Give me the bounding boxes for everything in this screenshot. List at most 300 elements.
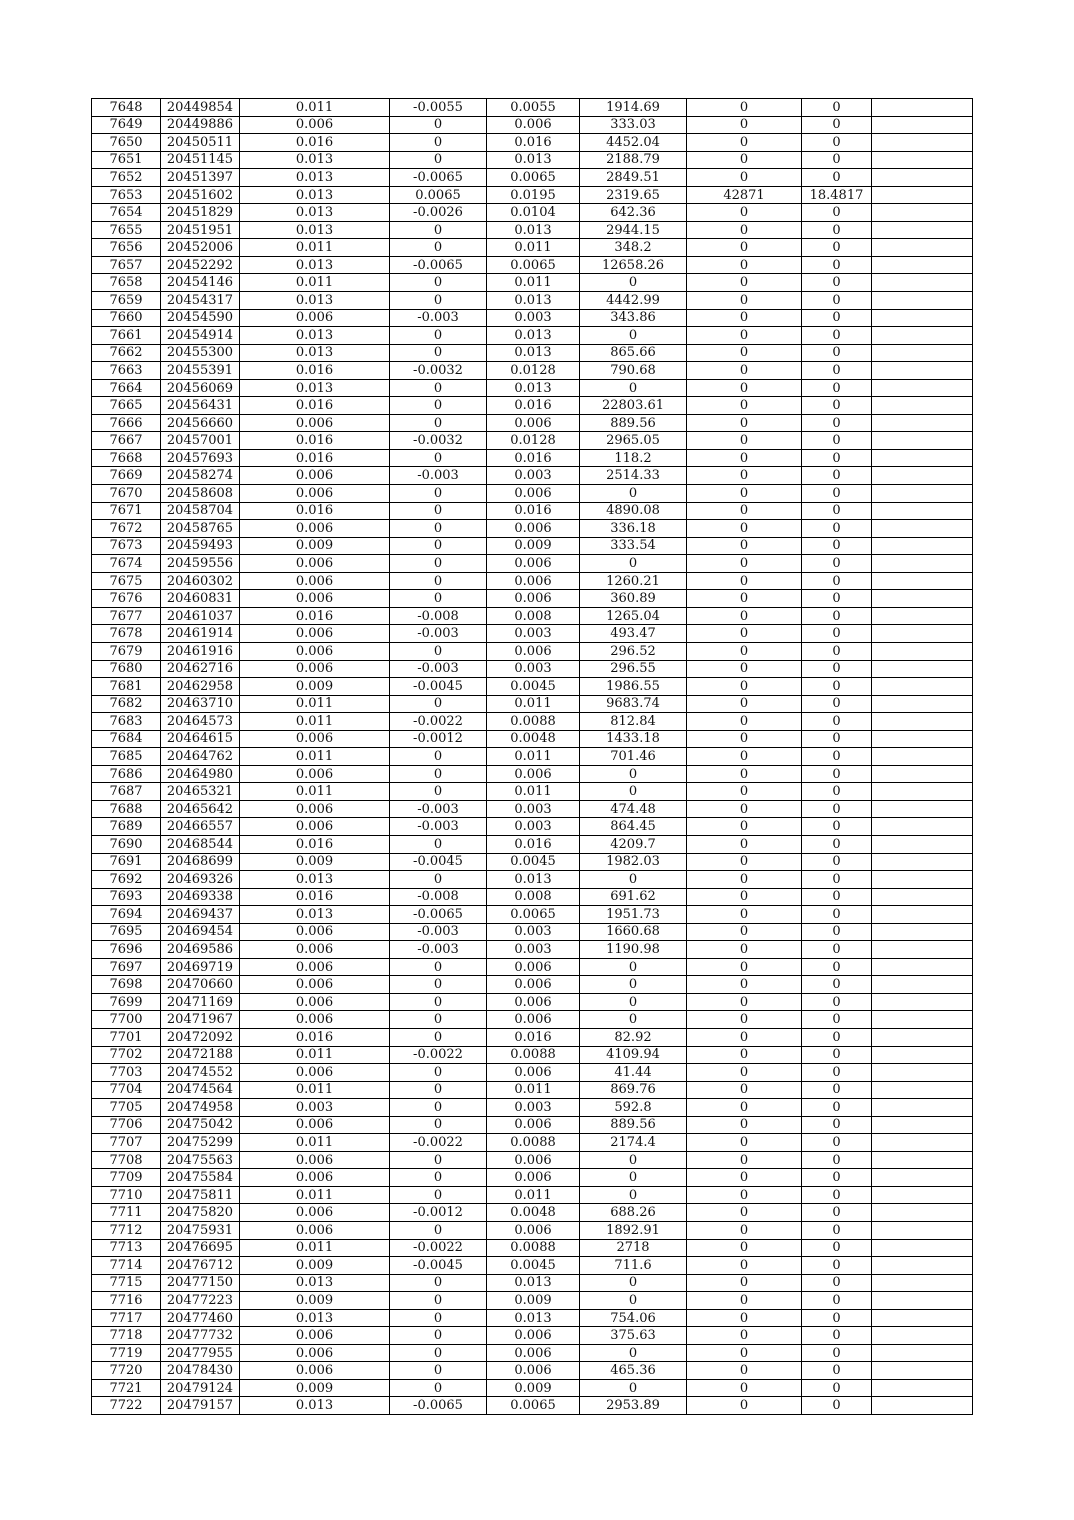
- row-number-cell: 7664: [92, 379, 161, 397]
- row-number-cell: 7697: [92, 958, 161, 976]
- value-c-cell: 0.0088: [487, 1239, 580, 1257]
- blank-cell: [872, 625, 973, 643]
- table-row: [92, 221, 973, 239]
- table-row: [92, 186, 973, 204]
- blank-cell: [872, 1222, 973, 1240]
- value-a-cell: 0.006: [240, 555, 390, 573]
- value-b-cell: 0: [390, 379, 487, 397]
- amount-cell: 4890.08: [580, 502, 687, 520]
- value-d-cell: 0: [687, 590, 802, 608]
- value-e-cell: 0: [802, 941, 872, 959]
- row-number-cell: 7656: [92, 239, 161, 257]
- id-cell: 20465321: [161, 783, 240, 801]
- blank-cell: [872, 151, 973, 169]
- table-row: [92, 853, 973, 871]
- amount-cell: 0: [580, 274, 687, 292]
- value-e-cell: 0: [802, 906, 872, 924]
- value-b-cell: 0: [390, 344, 487, 362]
- value-e-cell: 0: [802, 1169, 872, 1187]
- table-row: [92, 1274, 973, 1292]
- value-d-cell: 0: [687, 151, 802, 169]
- amount-cell: 0: [580, 485, 687, 503]
- amount-cell: 864.45: [580, 818, 687, 836]
- row-number-cell: 7652: [92, 169, 161, 187]
- value-d-cell: 0: [687, 871, 802, 889]
- value-e-cell: 0: [802, 414, 872, 432]
- value-b-cell: 0: [390, 783, 487, 801]
- value-a-cell: 0.009: [240, 853, 390, 871]
- id-cell: 20459556: [161, 555, 240, 573]
- id-cell: 20479124: [161, 1379, 240, 1397]
- value-a-cell: 0.009: [240, 537, 390, 555]
- blank-cell: [872, 274, 973, 292]
- table-row: [92, 941, 973, 959]
- row-number-cell: 7661: [92, 327, 161, 345]
- blank-cell: [872, 169, 973, 187]
- amount-cell: 592.8: [580, 1099, 687, 1117]
- amount-cell: 296.55: [580, 660, 687, 678]
- value-a-cell: 0.016: [240, 502, 390, 520]
- table-row: [92, 590, 973, 608]
- id-cell: 20477150: [161, 1274, 240, 1292]
- value-c-cell: 0.003: [487, 923, 580, 941]
- value-a-cell: 0.013: [240, 871, 390, 889]
- table-row: [92, 1397, 973, 1415]
- value-b-cell: -0.0012: [390, 1204, 487, 1222]
- row-number-cell: 7685: [92, 748, 161, 766]
- value-e-cell: 0: [802, 1239, 872, 1257]
- row-number-cell: 7687: [92, 783, 161, 801]
- id-cell: 20476695: [161, 1239, 240, 1257]
- amount-cell: 2849.51: [580, 169, 687, 187]
- blank-cell: [872, 1362, 973, 1380]
- table-row: [92, 1099, 973, 1117]
- value-d-cell: 0: [687, 1257, 802, 1275]
- value-e-cell: 0: [802, 1274, 872, 1292]
- row-number-cell: 7679: [92, 642, 161, 660]
- value-b-cell: 0: [390, 1274, 487, 1292]
- value-a-cell: 0.011: [240, 1081, 390, 1099]
- value-a-cell: 0.009: [240, 1257, 390, 1275]
- value-c-cell: 0.0055: [487, 99, 580, 117]
- table-row: [92, 765, 973, 783]
- table-row: [92, 1151, 973, 1169]
- value-b-cell: -0.003: [390, 800, 487, 818]
- amount-cell: 360.89: [580, 590, 687, 608]
- value-c-cell: 0.011: [487, 274, 580, 292]
- value-e-cell: 0: [802, 432, 872, 450]
- table-row: [92, 397, 973, 415]
- value-b-cell: -0.003: [390, 923, 487, 941]
- value-b-cell: -0.0022: [390, 1134, 487, 1152]
- table-row: [92, 116, 973, 134]
- table-row: [92, 993, 973, 1011]
- value-a-cell: 0.013: [240, 256, 390, 274]
- row-number-cell: 7713: [92, 1239, 161, 1257]
- value-b-cell: 0: [390, 239, 487, 257]
- value-b-cell: 0: [390, 1081, 487, 1099]
- value-c-cell: 0.013: [487, 344, 580, 362]
- blank-cell: [872, 765, 973, 783]
- value-e-cell: 0: [802, 520, 872, 538]
- value-d-cell: 0: [687, 414, 802, 432]
- blank-cell: [872, 660, 973, 678]
- value-c-cell: 0.0065: [487, 1397, 580, 1415]
- value-d-cell: 0: [687, 1116, 802, 1134]
- id-cell: 20451397: [161, 169, 240, 187]
- id-cell: 20477460: [161, 1309, 240, 1327]
- value-d-cell: 0: [687, 1309, 802, 1327]
- id-cell: 20475820: [161, 1204, 240, 1222]
- row-number-cell: 7670: [92, 485, 161, 503]
- value-d-cell: 0: [687, 204, 802, 222]
- blank-cell: [872, 1046, 973, 1064]
- value-e-cell: 0: [802, 467, 872, 485]
- amount-cell: 2514.33: [580, 467, 687, 485]
- value-e-cell: 0: [802, 555, 872, 573]
- amount-cell: 790.68: [580, 362, 687, 380]
- table-row: [92, 327, 973, 345]
- blank-cell: [872, 467, 973, 485]
- value-e-cell: 0: [802, 309, 872, 327]
- blank-cell: [872, 1169, 973, 1187]
- value-d-cell: 0: [687, 1292, 802, 1310]
- value-d-cell: 0: [687, 239, 802, 257]
- amount-cell: 0: [580, 1379, 687, 1397]
- id-cell: 20455300: [161, 344, 240, 362]
- value-a-cell: 0.006: [240, 1116, 390, 1134]
- value-a-cell: 0.013: [240, 204, 390, 222]
- id-cell: 20456069: [161, 379, 240, 397]
- id-cell: 20451829: [161, 204, 240, 222]
- table-row: [92, 169, 973, 187]
- id-cell: 20469338: [161, 888, 240, 906]
- value-c-cell: 0.0195: [487, 186, 580, 204]
- value-e-cell: 0: [802, 327, 872, 345]
- amount-cell: 889.56: [580, 414, 687, 432]
- blank-cell: [872, 642, 973, 660]
- table-row: [92, 800, 973, 818]
- value-a-cell: 0.013: [240, 1274, 390, 1292]
- value-c-cell: 0.016: [487, 502, 580, 520]
- value-b-cell: 0: [390, 1362, 487, 1380]
- id-cell: 20454914: [161, 327, 240, 345]
- blank-cell: [872, 607, 973, 625]
- value-c-cell: 0.006: [487, 1011, 580, 1029]
- value-c-cell: 0.011: [487, 1081, 580, 1099]
- value-d-cell: 0: [687, 1011, 802, 1029]
- row-number-cell: 7704: [92, 1081, 161, 1099]
- id-cell: 20472188: [161, 1046, 240, 1064]
- amount-cell: 0: [580, 379, 687, 397]
- row-number-cell: 7718: [92, 1327, 161, 1345]
- value-e-cell: 0: [802, 748, 872, 766]
- id-cell: 20449854: [161, 99, 240, 117]
- amount-cell: 2174.4: [580, 1134, 687, 1152]
- table-row: [92, 730, 973, 748]
- amount-cell: 343.86: [580, 309, 687, 327]
- blank-cell: [872, 327, 973, 345]
- id-cell: 20478430: [161, 1362, 240, 1380]
- blank-cell: [872, 134, 973, 152]
- value-e-cell: 0: [802, 976, 872, 994]
- value-d-cell: 0: [687, 976, 802, 994]
- value-a-cell: 0.006: [240, 1064, 390, 1082]
- value-c-cell: 0.006: [487, 1362, 580, 1380]
- value-d-cell: 0: [687, 292, 802, 310]
- value-a-cell: 0.006: [240, 572, 390, 590]
- blank-cell: [872, 1309, 973, 1327]
- id-cell: 20471169: [161, 993, 240, 1011]
- blank-cell: [872, 309, 973, 327]
- table-row: [92, 625, 973, 643]
- table-row: [92, 1081, 973, 1099]
- amount-cell: 4452.04: [580, 134, 687, 152]
- value-c-cell: 0.013: [487, 1274, 580, 1292]
- value-e-cell: 0: [802, 607, 872, 625]
- row-number-cell: 7648: [92, 99, 161, 117]
- table-row: [92, 906, 973, 924]
- value-c-cell: 0.003: [487, 818, 580, 836]
- id-cell: 20477732: [161, 1327, 240, 1345]
- value-a-cell: 0.006: [240, 116, 390, 134]
- value-d-cell: 0: [687, 572, 802, 590]
- row-number-cell: 7706: [92, 1116, 161, 1134]
- value-b-cell: -0.0065: [390, 256, 487, 274]
- blank-cell: [872, 1257, 973, 1275]
- id-cell: 20466557: [161, 818, 240, 836]
- value-b-cell: -0.0026: [390, 204, 487, 222]
- amount-cell: 22803.61: [580, 397, 687, 415]
- row-number-cell: 7676: [92, 590, 161, 608]
- id-cell: 20474958: [161, 1099, 240, 1117]
- id-cell: 20477223: [161, 1292, 240, 1310]
- amount-cell: 1951.73: [580, 906, 687, 924]
- value-d-cell: 0: [687, 134, 802, 152]
- row-number-cell: 7703: [92, 1064, 161, 1082]
- table-row: [92, 362, 973, 380]
- row-number-cell: 7673: [92, 537, 161, 555]
- value-c-cell: 0.0048: [487, 730, 580, 748]
- value-d-cell: 0: [687, 362, 802, 380]
- blank-cell: [872, 537, 973, 555]
- value-a-cell: 0.006: [240, 485, 390, 503]
- value-e-cell: 0: [802, 993, 872, 1011]
- value-e-cell: 0: [802, 256, 872, 274]
- blank-cell: [872, 520, 973, 538]
- value-a-cell: 0.016: [240, 835, 390, 853]
- value-a-cell: 0.011: [240, 99, 390, 117]
- value-d-cell: 0: [687, 555, 802, 573]
- value-d-cell: 0: [687, 485, 802, 503]
- value-e-cell: 0: [802, 502, 872, 520]
- data-table: [91, 98, 973, 1415]
- value-d-cell: 0: [687, 221, 802, 239]
- value-e-cell: 0: [802, 1064, 872, 1082]
- table-row: [92, 1222, 973, 1240]
- amount-cell: 348.2: [580, 239, 687, 257]
- blank-cell: [872, 1239, 973, 1257]
- value-a-cell: 0.013: [240, 379, 390, 397]
- table-body: [92, 99, 973, 1415]
- table-row: [92, 432, 973, 450]
- table-row: [92, 555, 973, 573]
- blank-cell: [872, 432, 973, 450]
- table-row: [92, 379, 973, 397]
- value-e-cell: 0: [802, 1204, 872, 1222]
- value-a-cell: 0.006: [240, 467, 390, 485]
- value-d-cell: 0: [687, 1204, 802, 1222]
- value-c-cell: 0.0048: [487, 1204, 580, 1222]
- id-cell: 20475042: [161, 1116, 240, 1134]
- amount-cell: 0: [580, 1292, 687, 1310]
- amount-cell: 0: [580, 1151, 687, 1169]
- table-row: [92, 1204, 973, 1222]
- amount-cell: 889.56: [580, 1116, 687, 1134]
- id-cell: 20458765: [161, 520, 240, 538]
- blank-cell: [872, 678, 973, 696]
- value-b-cell: 0: [390, 1379, 487, 1397]
- value-a-cell: 0.016: [240, 1028, 390, 1046]
- value-d-cell: 0: [687, 1099, 802, 1117]
- table-row: [92, 1292, 973, 1310]
- row-number-cell: 7667: [92, 432, 161, 450]
- table-row: [92, 151, 973, 169]
- amount-cell: 4442.99: [580, 292, 687, 310]
- value-b-cell: -0.0012: [390, 730, 487, 748]
- value-b-cell: -0.0045: [390, 853, 487, 871]
- table-row: [92, 204, 973, 222]
- blank-cell: [872, 713, 973, 731]
- value-a-cell: 0.013: [240, 292, 390, 310]
- value-a-cell: 0.013: [240, 906, 390, 924]
- amount-cell: 4209.7: [580, 835, 687, 853]
- id-cell: 20462716: [161, 660, 240, 678]
- value-e-cell: 0: [802, 572, 872, 590]
- value-e-cell: 0: [802, 695, 872, 713]
- amount-cell: 333.03: [580, 116, 687, 134]
- value-d-cell: 0: [687, 818, 802, 836]
- value-d-cell: 0: [687, 730, 802, 748]
- value-a-cell: 0.011: [240, 713, 390, 731]
- value-c-cell: 0.006: [487, 414, 580, 432]
- value-a-cell: 0.011: [240, 1186, 390, 1204]
- row-number-cell: 7674: [92, 555, 161, 573]
- value-c-cell: 0.013: [487, 1309, 580, 1327]
- value-c-cell: 0.011: [487, 1186, 580, 1204]
- value-d-cell: 0: [687, 835, 802, 853]
- value-e-cell: 0: [802, 397, 872, 415]
- value-a-cell: 0.006: [240, 642, 390, 660]
- value-a-cell: 0.006: [240, 625, 390, 643]
- table-row: [92, 344, 973, 362]
- value-a-cell: 0.006: [240, 1204, 390, 1222]
- blank-cell: [872, 871, 973, 889]
- row-number-cell: 7698: [92, 976, 161, 994]
- id-cell: 20457693: [161, 449, 240, 467]
- amount-cell: 2944.15: [580, 221, 687, 239]
- table-row: [92, 1257, 973, 1275]
- id-cell: 20479157: [161, 1397, 240, 1415]
- value-d-cell: 0: [687, 1064, 802, 1082]
- value-a-cell: 0.006: [240, 800, 390, 818]
- value-d-cell: 0: [687, 1186, 802, 1204]
- value-c-cell: 0.003: [487, 1099, 580, 1117]
- value-e-cell: 0: [802, 1186, 872, 1204]
- blank-cell: [872, 572, 973, 590]
- value-d-cell: 0: [687, 906, 802, 924]
- blank-cell: [872, 362, 973, 380]
- row-number-cell: 7682: [92, 695, 161, 713]
- value-b-cell: 0: [390, 1028, 487, 1046]
- row-number-cell: 7692: [92, 871, 161, 889]
- id-cell: 20460831: [161, 590, 240, 608]
- value-e-cell: 0: [802, 1362, 872, 1380]
- amount-cell: 2319.65: [580, 186, 687, 204]
- blank-cell: [872, 555, 973, 573]
- row-number-cell: 7651: [92, 151, 161, 169]
- id-cell: 20461914: [161, 625, 240, 643]
- value-d-cell: 0: [687, 116, 802, 134]
- table-row: [92, 239, 973, 257]
- table-row: [92, 976, 973, 994]
- value-e-cell: 0: [802, 362, 872, 380]
- value-c-cell: 0.0065: [487, 256, 580, 274]
- amount-cell: 1660.68: [580, 923, 687, 941]
- value-b-cell: 0: [390, 292, 487, 310]
- id-cell: 20461037: [161, 607, 240, 625]
- value-d-cell: 0: [687, 713, 802, 731]
- value-b-cell: 0: [390, 502, 487, 520]
- value-a-cell: 0.006: [240, 309, 390, 327]
- value-a-cell: 0.011: [240, 1134, 390, 1152]
- value-b-cell: 0: [390, 1064, 487, 1082]
- table-row: [92, 1169, 973, 1187]
- value-d-cell: 0: [687, 748, 802, 766]
- blank-cell: [872, 748, 973, 766]
- blank-cell: [872, 397, 973, 415]
- table-row: [92, 835, 973, 853]
- value-c-cell: 0.006: [487, 1064, 580, 1082]
- value-b-cell: 0: [390, 520, 487, 538]
- table-row: [92, 309, 973, 327]
- value-d-cell: 0: [687, 941, 802, 959]
- value-b-cell: 0: [390, 1292, 487, 1310]
- row-number-cell: 7649: [92, 116, 161, 134]
- value-a-cell: 0.006: [240, 414, 390, 432]
- row-number-cell: 7655: [92, 221, 161, 239]
- row-number-cell: 7714: [92, 1257, 161, 1275]
- table-row: [92, 99, 973, 117]
- blank-cell: [872, 590, 973, 608]
- table-row: [92, 1011, 973, 1029]
- value-b-cell: -0.0065: [390, 169, 487, 187]
- value-e-cell: 0: [802, 888, 872, 906]
- value-a-cell: 0.006: [240, 923, 390, 941]
- blank-cell: [872, 1292, 973, 1310]
- amount-cell: 0: [580, 555, 687, 573]
- value-d-cell: 0: [687, 1134, 802, 1152]
- value-e-cell: 0: [802, 134, 872, 152]
- id-cell: 20456660: [161, 414, 240, 432]
- amount-cell: 0: [580, 958, 687, 976]
- value-b-cell: 0: [390, 1327, 487, 1345]
- value-e-cell: 0: [802, 274, 872, 292]
- amount-cell: 0: [580, 871, 687, 889]
- value-c-cell: 0.009: [487, 1292, 580, 1310]
- value-e-cell: 0: [802, 958, 872, 976]
- value-e-cell: 0: [802, 116, 872, 134]
